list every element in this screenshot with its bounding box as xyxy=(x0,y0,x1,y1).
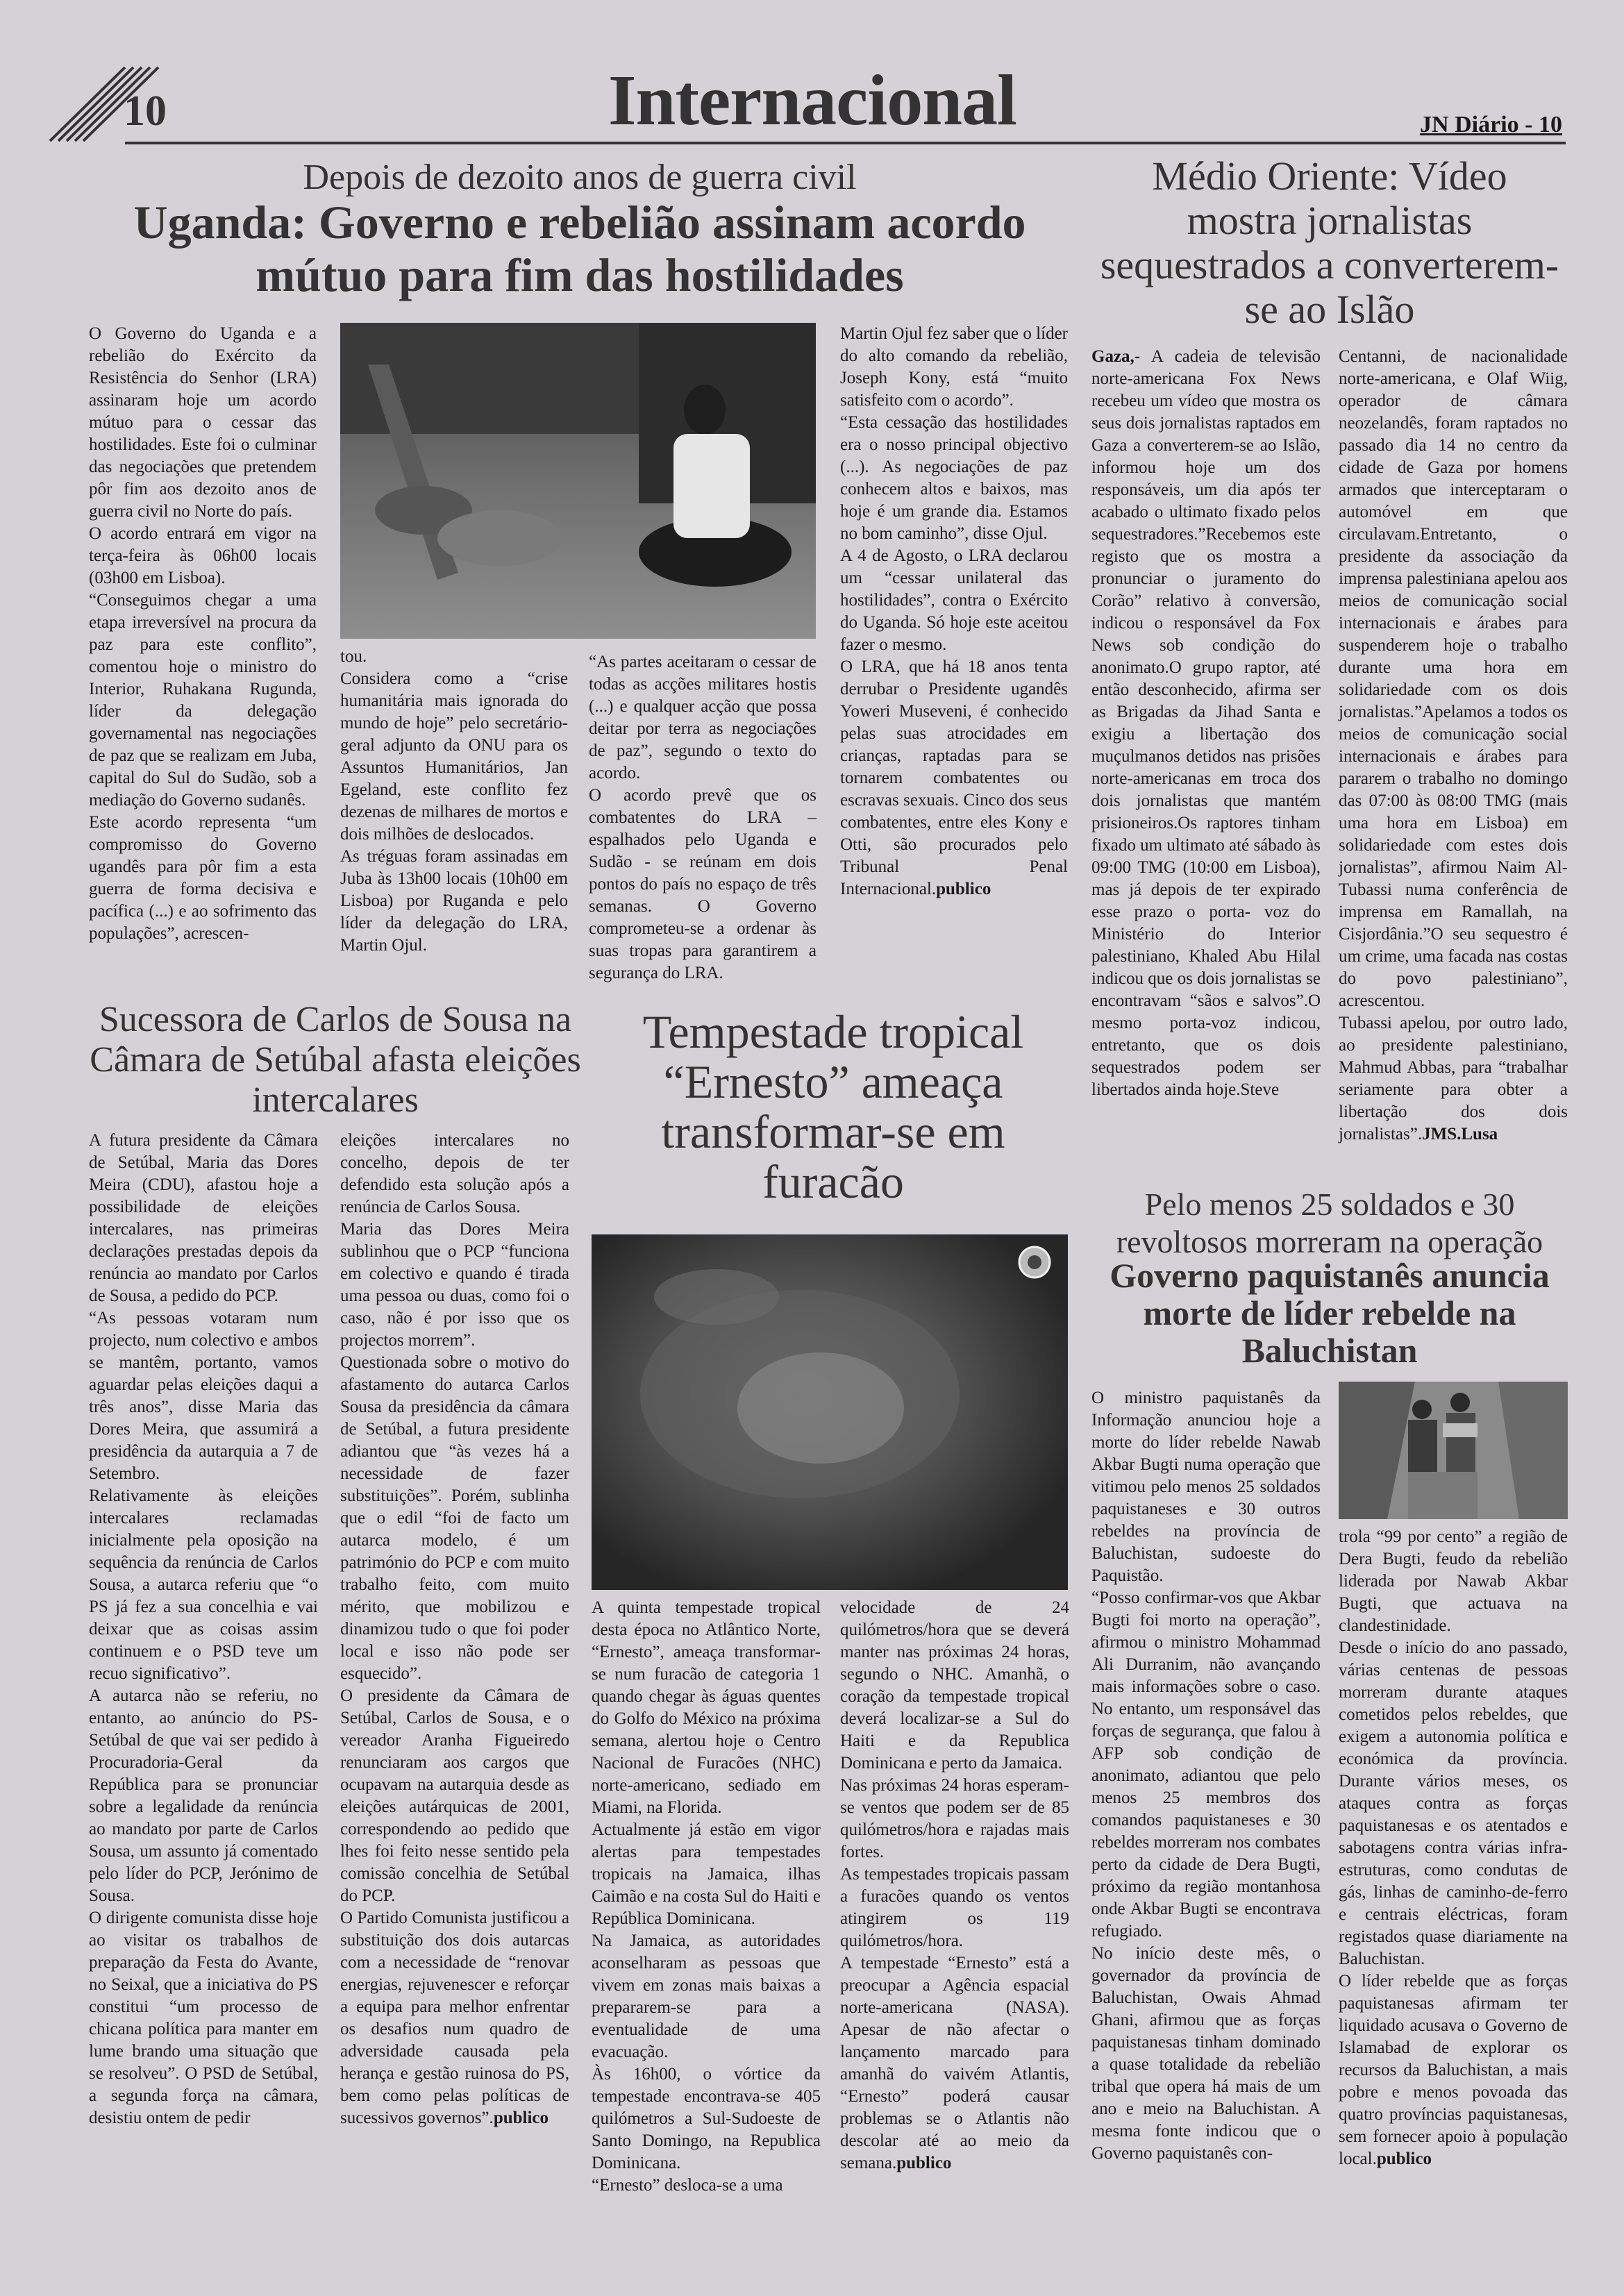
paragraph: A 4 de Agosto, o LRA declarou um “cessar unilateral das hostilidades”, contra o Exército do Uganda. Só hoje este aceitou fazer o mesmo. xyxy=(840,546,1068,654)
paquistao-kicker: Pelo menos 25 soldados e 30 revoltosos morreram na operação xyxy=(1116,1187,1543,1259)
paragraph: velocidade de 24 quilómetros/hora que se deverá manter nas próximas 24 horas, segundo o NHC. Amanhã, o coração da tempestade tropical deverá localizar-se a Sul do Haiti e da Republica Dominicana e perto da Jamaica. xyxy=(840,1598,1069,1773)
paragraph xyxy=(340,1907,569,2129)
setubal-column-1 xyxy=(89,1130,318,2129)
paragraph: As tempestades tropicais passam a furacões quando os ventos atingirem os 119 quilómetros/hora. xyxy=(840,1865,1069,1950)
paragraph-text: O LRA, que há 18 anos tenta derrubar o Presidente ugandês Yoweri Museveni, é conhecido pelas suas atrocidades em crianças, raptadas para se tornarem combatentes ou escravas sexuais. Cinco dos seus combatentes, entre eles Kony e Otti, são procurados pelo Tribunal Penal Internacional. xyxy=(840,657,1068,898)
paragraph: Desde o início do ano passado, várias centenas de pessoas morreram durante ataques cometidos pelos rebeldes, que exigem a autonomia política e económica da província. Durante vários meses, os ataques contra as forças paquistanesas e os atentados e sabotagens contra várias infra-estruturas, como condutas de gás, linhas de caminho-de-ferro e centrais eléctricas, foram registados quase diariamente na Baluchistan. xyxy=(1339,1639,1568,1968)
paragraph xyxy=(1339,1012,1568,1146)
paragraph: “Esta cessação das hostilidades era o nosso principal objectivo (...). As negociações de paz conhecem altos e baixos, mas hoje é um grande dia. Estamos no bom caminho”, disse Ojul. xyxy=(840,413,1068,543)
paragraph-text: O Partido Comunista justificou a substituição dos dois autarcas com a necessidade de “renovar energias, rejuvenescer e reforçar a equipa para melhor enfrentar os desafios num quadro de adversidade causada pela herança e gestão ruinosa do PS, bem como pelas políticas de sucessivos governos”. xyxy=(340,1909,569,2127)
paquistao-headline: Governo paquistanês anuncia morte de líder rebelde na Baluchistan xyxy=(1110,1256,1550,1370)
paragraph-text: A cadeia de televisão norte-americana Fox News recebeu um vídeo que mostra os seus dois jornalistas raptados em Gaza a converterem-se ao Islão, informou hoje um dos responsáveis, um dia após ter acabado o ultimato fixado pelos sequestradores.”Recebemos este registo que os mostra a pronunciar o juramento do Corão” relativo à conversão, indicou o responsável da Fox News sob condição do anonimato.O grupo raptor, até então desconhecido, afirma ser as Brigadas da Jihad Santa e exigiu a libertação dos muçulmanos detidos nas prisões norte-americanas em troca dos dois jornalistas que mantém prisioneiros.Os raptores tinham fixado um ultimato até sábado às 09:00 TMG (10:00 em Lisboa), mas já depois de ter expirado esse prazo o porta- voz do Ministério do Interior palestiniano, Khaled Abu Hilal indicou que os dois jornalistas se encontravam “sãos e salvos”.O mesmo porta-voz indicou, entretanto, que os dois sequestrados podem ser libertados ainda hoje.Steve xyxy=(1091,347,1321,1099)
paragraph: As tréguas foram assinadas em Juba às 13h00 locais (10h00 em Lisboa) por Ruganda e pelo líder da delegação do LRA, Martin Ojul. xyxy=(340,847,568,955)
paragraph: O acordo prevê que os combatentes do LRA – espalhados pelo Uganda e Sudão - se reúnam em dois pontos do país no espaço de três semanas. O Governo comprometeu-se a ordenar às suas tropas para garantirem a segurança do LRA. xyxy=(589,786,817,982)
uganda-headline: Uganda: Governo e rebelião assinam acordo mútuo para fim das hostilidades xyxy=(133,196,1026,301)
ernesto-column-1 xyxy=(592,1597,821,2197)
header-rule xyxy=(125,142,1566,144)
paragraph: trola “99 por cento” a região de Dera Bugti, feudo da rebelião liderada por Nawab Akbar Bugti, que actuava na clandestinidade. xyxy=(1339,1527,1568,1635)
paragraph: No início deste mês, o governador da província de Baluchistan, Owais Ahmad Ghani, afirmou que as forças paquistanesas tinham dominado a quase totalidade da rebelião tribal que opera há mais de um ano e meio na Baluchistan. A mesma fonte indicou que o Governo paquistanês con- xyxy=(1091,1944,1321,2163)
paragraph: A futura presidente da Câmara de Setúbal, Maria das Dores Meira (CDU), afastou hoje a possibilidade de eleições intercalares, nas primeiras declarações prestadas depois da renúncia ao mandato por Carlos de Sousa, a pedido do PCP. xyxy=(89,1131,318,1305)
paquistao-soldiers-photo xyxy=(1339,1382,1568,1519)
uganda-column-1 xyxy=(89,323,317,945)
article-signature: publico xyxy=(896,2154,952,2172)
paragraph: eleições intercalares no concelho, depois de ter defendido esta solução após a renúncia de Carlos Sousa. xyxy=(340,1131,569,1216)
dateline: Gaza,- xyxy=(1091,347,1141,366)
medio-oriente-headline: Médio Oriente: Vídeo mostra jornalistas sequestrados a converterem-se ao Islão xyxy=(1100,153,1559,332)
ernesto-column-2 xyxy=(840,1597,1069,2175)
ernesto-satellite-photo xyxy=(592,1234,1068,1590)
paragraph: “Ernesto” desloca-se a uma xyxy=(592,2176,783,2195)
paragraph: “As partes aceitaram o cessar de todas as acções militares hostis (...) e qualquer acção que possa deitar por terra as negociações de paz”, segundo o texto do acordo. xyxy=(589,653,817,782)
article-signature: publico xyxy=(936,880,991,898)
paragraph: Questionada sobre o motivo do afastamento do autarca Carlos Sousa da presidência da câmara de Setúbal, a futura presidente adiantou que “às vezes há a necessidade de fazer substituições”. Porém, sublinha que o edil “foi de facto um autarca modelo, é um património do PCP e com muito trabalho feito, com muito mérito, que mobilizou e dinamizou tudo o que foi poder local e isso não pode ser esquecido”. xyxy=(340,1353,569,1683)
paragraph: A quinta tempestade tropical desta época no Atlântico Norte, “Ernesto”, ameaça transformar-se num furacão de categoria 1 quando chegar às águas quentes do Golfo do México na próxima semana, alertou hoje o Centro Nacional de Furacões (NHC) norte-americano, sediado em Miami, na Florida. xyxy=(592,1598,821,1817)
uganda-column-3 xyxy=(589,651,817,984)
medio-oriente-column-2 xyxy=(1339,346,1568,1146)
header-right-tag: JN Diário - 10 xyxy=(1420,112,1562,137)
paragraph: O Governo do Uganda e a rebelião do Exército da Resistência do Senhor (LRA) assinaram hoje um acordo mútuo para o cessar das hostilidades. Este foi o culminar das negociações que pretendem pôr fim aos dezoito anos de guerra civil no Norte do país. xyxy=(89,324,317,521)
paragraph-text: A tempestade “Ernesto” está a preocupar a Agência espacial norte-americana (NASA). Apesar de não afectar o lançamento marcado para amanhã do vaivém Atlantis, “Ernesto” poderá causar problemas se o Atlantis não descolar até ao meio da semana. xyxy=(840,1954,1069,2172)
paragraph: Na Jamaica, as autoridades aconselharam as pessoas que vivem em zonas mais baixas a prepararem-se para a eventualidade de uma evacuação. xyxy=(592,1932,821,2061)
paragraph: “Conseguimos chegar a uma etapa irreversível na procura da paz para este conflito”, comentou hoje o ministro do Interior, Ruhakana Rugunda, líder da delegação governamental nas negociações de paz que se realizam em Juba, capital do Sul do Sudão, sob a mediação do Governo sudanês. xyxy=(89,591,317,810)
paquistao-column-2 xyxy=(1339,1526,1568,2170)
paragraph: “Posso confirmar-vos que Akbar Bugti foi morto na operação”, afirmou o ministro Mohammad Ali Durranim, não avançando mais informações sobre o caso. No entanto, um responsável das forças de segurança, que falou à AFP sob condição de anonimato, adiantou que pelo menos 25 membros dos comandos paquistaneses e 30 rebeldes morreram nos combates perto da cidade de Dera Bugti, próximo da região montanhosa onde Akbar Bugti se encontrava refugiado. xyxy=(1091,1589,1321,1941)
paragraph: Às 16h00, o vórtice da tempestade encontrava-se 405 quilómetros a Sul-Sudoeste de Santo Domingo, na Republica Dominicana. xyxy=(592,2065,821,2172)
paragraph: O acordo entrará em vigor na terça-feira às 06h00 locais (03h00 em Lisboa). xyxy=(89,524,317,587)
medio-oriente-column-1 xyxy=(1091,346,1321,1101)
article-signature: publico xyxy=(493,2109,549,2127)
uganda-kicker: Depois de dezoito anos de guerra civil xyxy=(303,158,857,197)
paragraph xyxy=(840,656,1068,900)
setubal-column-2 xyxy=(340,1130,569,2129)
article-signature: publico xyxy=(1376,2150,1432,2168)
section-title: Internacional xyxy=(608,60,1016,140)
paragraph: O ministro paquistanês da Informação anunciou hoje a morte do líder rebelde Nawab Akbar Bugti numa operação que vitimou pelo menos 25 soldados paquistaneses e 30 outros rebeldes na província de Baluchistan, sudoeste do Paquistão. xyxy=(1091,1389,1321,1585)
paragraph xyxy=(1339,1970,1568,2170)
page-number: 10 xyxy=(124,87,167,135)
uganda-photo xyxy=(340,323,816,639)
paragraph: A autarca não se referiu, no entanto, ao anúncio do PS-Setúbal de que vai ser pedido à Procuradoria-Geral da República para se pronunciar sobre a legalidade da renúncia ao mandato por parte de Carlos Sousa, um assunto já comentado pelo líder do PCP, Jerónimo de Sousa. xyxy=(89,1686,318,1905)
paragraph-text: Tubassi apelou, por outro lado, ao presidente palestiniano, Mahmud Abbas, para “trabalhar seriamente para obter a libertação dos dois jornalistas”. xyxy=(1339,1014,1568,1143)
paragraph: “As pessoas votaram num projecto, num colectivo e ambos se mantêm, portanto, vamos aguardar pelas eleições daqui a três anos”, disse Maria das Dores Meira, que assumirá a presidência da autarquia a 7 de Setembro. xyxy=(89,1309,318,1483)
ernesto-headline: Tempestade tropical “Ernesto” ameaça transformar-se em furacão xyxy=(642,1005,1024,1208)
paragraph xyxy=(840,1952,1069,2175)
paragraph: Relativamente às eleições intercalares reclamadas inicialmente pela oposição na sequência da renúncia de Carlos Sousa, a autarca referiu que “o PS já fez a sua concelhia e vai deixar que as coisas assim continuem e o PSD teve um recuo significativo”. xyxy=(89,1486,318,1683)
paquistao-column-1 xyxy=(1091,1387,1321,2165)
uganda-column-4 xyxy=(840,323,1068,900)
paragraph: Nas próximas 24 horas esperam-se ventos que podem ser de 85 quilómetros/hora e rajadas mais fortes. xyxy=(840,1776,1069,1861)
setubal-headline: Sucessora de Carlos de Sousa na Câmara de Setúbal afasta eleições intercalares xyxy=(90,1000,581,1120)
paragraph: Considera como a “crise humanitária mais ignorada do mundo de hoje” pelo secretário-geral adjunto da ONU para os Assuntos Humanitários, Jan Egeland, este conflito fez dezenas de milhares de mortos e dois milhões de deslocados. xyxy=(340,669,568,844)
paragraph xyxy=(1091,346,1321,1101)
article-signature: JMS.Lusa xyxy=(1422,1125,1498,1143)
paragraph: Este acordo representa “um compromisso do Governo ugandês para pôr fim a esta guerra de forma decisiva e pacífica (...) e ao sofrimento das populações”, acrescen- xyxy=(89,813,317,943)
paragraph: O presidente da Câmara de Setúbal, Carlos de Sousa, e o vereador Aranha Figueiredo renunciaram aos cargos que ocupavam na autarquia desde as eleições autárquicas de 2001, correspondendo ao pedido que lhes foi feito nesse sentido pela comissão concelhia de Setúbal do PCP. xyxy=(340,1686,569,1905)
paragraph: Martin Ojul fez saber que o líder do alto comando da rebelião, Joseph Kony, está “muito satisfeito com o acordo”. xyxy=(840,324,1068,410)
paragraph: O dirigente comunista disse hoje ao visitar os trabalhos de preparação da Festa do Avante, no Seixal, que a iniciativa do PS constitui “um processo de chicana política para manter em lume brando uma situação que se resolveu”. O PSD de Setúbal, a segunda força na câmara, desistiu ontem de pedir xyxy=(89,1909,318,2127)
paragraph: Actualmente já estão em vigor alertas para tempestades tropicais na Jamaica, ilhas Caimão e na costa Sul do Haiti e República Dominicana. xyxy=(592,1820,821,1928)
paragraph: Maria das Dores Meira sublinhou que o PCP “funciona em colectivo e quando é tirada uma pessoa ou duas, como foi o caso, não é por isso que os projectos morrem”. xyxy=(340,1220,569,1350)
paragraph: tou. xyxy=(340,647,367,666)
paragraph: Centanni, de nacionalidade norte-americana, e Olaf Wiig, operador de câmara neozelandês, foram raptados no passado dia 14 no centro da cidade de Gaza por homens armados que interceptaram o automóvel em que circulavam.Entretanto, o presidente da associação da imprensa palestiniana apelou aos meios de comunicação social internacionais e árabes para suspenderem hoje o trabalho durante uma hora em solidariedade com os dois jornalistas.”Apelamos a todos os meios de comunicação social internacionais e árabes para pararem o trabalho no domingo das 07:00 às 08:00 TMG (mais uma hora em Lisboa) em solidariedade com estes dois jornalistas”, afirmou Naim Al-Tubassi numa conferência de imprensa em Ramallah, na Cisjordânia.”O seu sequestro é um crime, uma facada nas costas do povo palestiniano”, acrescentou. xyxy=(1339,347,1568,1010)
paragraph-text: O líder rebelde que as forças paquistanesas afirmam ter liquidado acusava o Governo de Islamabad de explorar os recursos da Baluchistan, a mais pobre e menos povoada das quatro províncias paquistanesas, sem fornecer apoio à população local. xyxy=(1339,1972,1568,2168)
uganda-column-2 xyxy=(340,646,568,957)
